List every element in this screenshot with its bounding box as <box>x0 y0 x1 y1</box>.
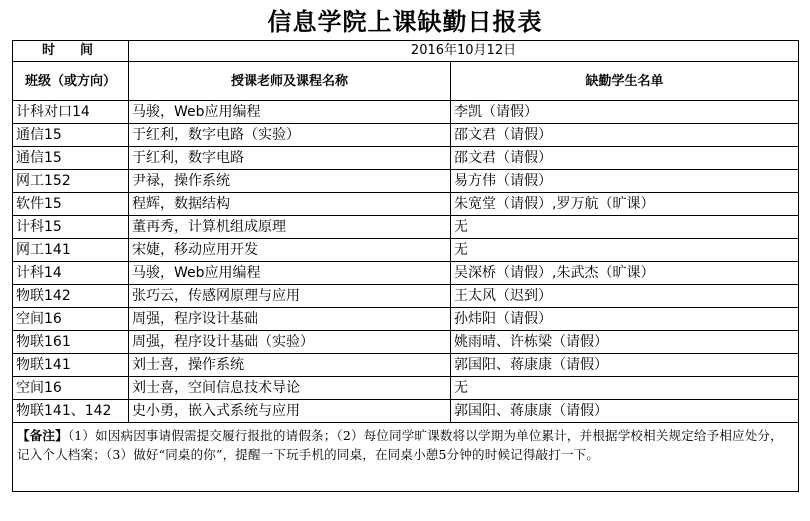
table-row <box>13 354 799 377</box>
class-cell: 物联141、142 <box>13 400 129 423</box>
class-cell: 计科对口14 <box>13 101 129 124</box>
note-cell <box>13 423 799 492</box>
table-row <box>13 101 799 124</box>
teacher-cell: 于红利，数字电路（实验） <box>129 124 451 147</box>
teacher-cell: 于红利，数字电路 <box>129 147 451 170</box>
absent-cell: 朱宽堂（请假）,罗万航（旷课） <box>451 193 799 216</box>
teacher-cell: 董再秀，计算机组成原理 <box>129 216 451 239</box>
class-cell: 通信15 <box>13 124 129 147</box>
table-row <box>13 193 799 216</box>
column-header-row <box>13 62 799 101</box>
report-title: 信息学院上课缺勤日报表 <box>267 7 543 36</box>
teacher-cell: 马骏，Web应用编程 <box>129 101 451 124</box>
teacher-cell: 史小勇，嵌入式系统与应用 <box>129 400 451 423</box>
class-cell: 物联142 <box>13 285 129 308</box>
absent-cell: 郭国阳、蒋康康（请假） <box>451 354 799 377</box>
absent-cell: 邵文君（请假） <box>451 124 799 147</box>
class-cell: 网工141 <box>13 239 129 262</box>
absent-cell: 李凯（请假） <box>451 101 799 124</box>
table-row <box>13 285 799 308</box>
absent-cell: 郭国阳、蒋康康（请假） <box>451 400 799 423</box>
table-row <box>13 170 799 193</box>
teacher-cell: 张巧云，传感网原理与应用 <box>129 285 451 308</box>
table-row <box>13 377 799 400</box>
absent-cell: 易方伟（请假） <box>451 170 799 193</box>
table-row <box>13 262 799 285</box>
absent-column-header: 缺勤学生名单 <box>451 62 799 101</box>
teacher-cell: 周强，程序设计基础（实验） <box>129 331 451 354</box>
absent-cell: 邵文君（请假） <box>451 147 799 170</box>
teacher-column-header: 授课老师及课程名称 <box>129 62 451 101</box>
class-cell: 网工152 <box>13 170 129 193</box>
class-cell: 物联161 <box>13 331 129 354</box>
absence-table <box>12 40 799 492</box>
teacher-cell: 刘士喜，空间信息技术导论 <box>129 377 451 400</box>
absent-cell: 无 <box>451 377 799 400</box>
table-row <box>13 400 799 423</box>
class-cell: 通信15 <box>13 147 129 170</box>
teacher-cell: 马骏，Web应用编程 <box>129 262 451 285</box>
class-cell: 计科14 <box>13 262 129 285</box>
note-row <box>13 423 799 492</box>
table-row <box>13 147 799 170</box>
teacher-cell: 宋婕，移动应用开发 <box>129 239 451 262</box>
teacher-cell: 尹禄，操作系统 <box>129 170 451 193</box>
class-column-header: 班级（或方向） <box>13 62 129 101</box>
date-row <box>13 41 799 62</box>
report-date: 2016年10月12日 <box>129 41 799 62</box>
teacher-cell: 周强，程序设计基础 <box>129 308 451 331</box>
class-cell: 软件15 <box>13 193 129 216</box>
teacher-cell: 刘士喜，操作系统 <box>129 354 451 377</box>
table-row <box>13 124 799 147</box>
absent-cell: 无 <box>451 216 799 239</box>
absent-cell: 吴深桥（请假）,朱武杰（旷课） <box>451 262 799 285</box>
table-row <box>13 308 799 331</box>
table-row <box>13 331 799 354</box>
class-cell: 物联141 <box>13 354 129 377</box>
note-text: （1）如因病因事请假需提交履行报批的请假条；（2）每位同学旷课数将以学期为单位累计，并根据学校相关规定给予相应处分，记入个人档案；（3）做好“同桌的你”，提醒一下玩手机的同桌，在同桌小憩5分钟的时候记得敲打一下。 <box>17 428 783 462</box>
table-row <box>13 239 799 262</box>
absent-cell: 王太风（迟到） <box>451 285 799 308</box>
teacher-cell: 程辉，数据结构 <box>129 193 451 216</box>
note-head: 【备注】 <box>17 428 68 443</box>
class-cell: 计科15 <box>13 216 129 239</box>
absent-cell: 无 <box>451 239 799 262</box>
class-cell: 空间16 <box>13 308 129 331</box>
time-label: 时 间 <box>13 41 129 62</box>
absent-cell: 姚雨晴、许栋梁（请假） <box>451 331 799 354</box>
absent-cell: 孙炜阳（请假） <box>451 308 799 331</box>
class-cell: 空间16 <box>13 377 129 400</box>
table-row <box>13 216 799 239</box>
